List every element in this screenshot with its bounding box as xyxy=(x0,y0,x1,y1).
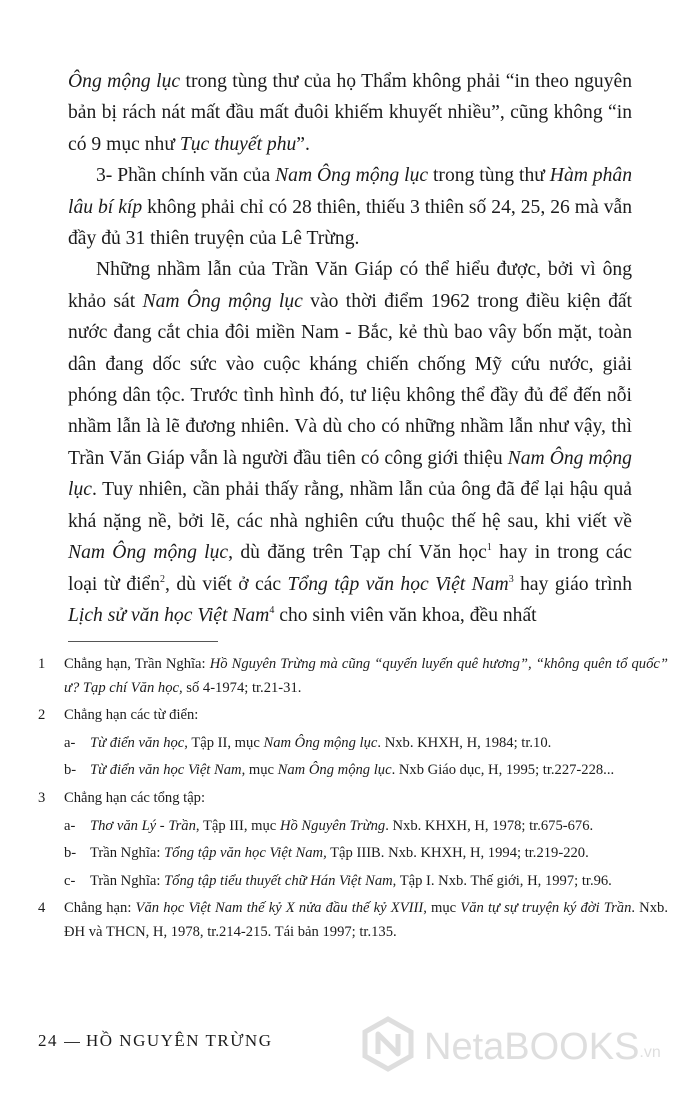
text-run: . Nxb. KHXH, H, 1978; tr.675-676. xyxy=(385,817,594,834)
paragraph-3 xyxy=(68,254,632,631)
text-run: Chẳng hạn các từ điển: xyxy=(64,707,199,724)
page-number: 24 xyxy=(38,1031,58,1050)
item-letter: b- xyxy=(64,762,77,779)
main-text xyxy=(68,66,632,631)
italic-title: Tổng tập văn học Việt Nam, xyxy=(164,845,327,862)
italic-title: Văn học Việt Nam thế kỷ X nửa đầu thế kỷ XVIII xyxy=(135,900,424,917)
watermark-brand: NetaBOOKS xyxy=(424,1026,640,1068)
text-run: , dù đăng trên Tạp chí Văn học xyxy=(228,542,487,564)
footnote-3 xyxy=(38,787,668,811)
footnote-ref[interactable]: 3 xyxy=(508,573,514,585)
text-run: , Tập II, mục xyxy=(184,734,264,751)
footnote-2b xyxy=(64,759,668,783)
footnote-4 xyxy=(38,897,668,944)
watermark-suffix: .vn xyxy=(639,1044,661,1061)
italic-title: Hồ Nguyên Trừng mà cũng “quyến luyến quê hương”, “không quên tổ quốc” ư? Tạp chí Văn học, xyxy=(64,656,668,696)
footnote-number: 4 xyxy=(38,900,46,917)
footnote-1 xyxy=(38,653,668,700)
text-run: Chẳng hạn các tổng tập: xyxy=(64,789,206,806)
text-run: Trần Nghĩa: xyxy=(90,872,165,889)
footnote-number: 3 xyxy=(38,789,46,806)
italic-title: Hàm phân lâu bí kíp xyxy=(68,165,632,218)
text-run: Chẳng hạn: xyxy=(64,900,136,917)
footnote-2 xyxy=(38,704,668,728)
watermark xyxy=(360,1016,690,1076)
text-run: . Nxb. KHXH, H, 1984; tr.10. xyxy=(377,734,552,751)
text-run: không phải chỉ có 28 thiên, thiếu 3 thiên số 24, 25, 26 mà vẫn đầy đủ 31 thiên truyện của Lê Trừng. xyxy=(68,196,632,250)
item-letter: a- xyxy=(64,734,76,751)
footer-dash xyxy=(64,1042,80,1043)
text-run: , Tập III, mục xyxy=(195,817,280,834)
text-run: Những nhầm lẫn của Trần Văn Giáp có thể hiểu được, bởi vì ông khảo sát xyxy=(68,259,632,312)
footnote-3a xyxy=(64,815,668,839)
text-run: ”. xyxy=(296,133,310,155)
text-run: hay giáo trình xyxy=(513,573,633,595)
paragraph-1 xyxy=(68,66,632,160)
text-run: , dù viết ở các xyxy=(165,573,288,595)
italic-title: Nam Ông mộng lục xyxy=(263,734,378,751)
text-run: trong tùng thư của họ Thẩm không phải “in theo nguyên bản bị rách nát mất đầu mất đuôi khiếm khuyết nhiều”, cũng không “in có 9 mục như xyxy=(68,71,632,155)
footnote-ref[interactable]: 2 xyxy=(160,573,166,585)
italic-title: Nam Ông mộng lục xyxy=(68,542,229,564)
italic-title: Nam Ông mộng lục xyxy=(68,447,632,501)
netabooks-logo-icon xyxy=(360,1016,416,1072)
italic-title: Nam Ông mộng lục xyxy=(142,290,303,312)
footnote-3c xyxy=(64,870,668,894)
text-run: Chẳng hạn, Trần Nghĩa: xyxy=(64,656,210,672)
item-letter: c- xyxy=(64,872,76,889)
footnote-ref[interactable]: 1 xyxy=(486,542,492,554)
paragraph-2 xyxy=(68,160,632,254)
text-run: hay in trong các loại từ điển xyxy=(68,542,632,595)
text-run: . Nxb. ĐH và THCN, H, 1978, tr.214-215. Tái bản 1997; tr.135. xyxy=(64,900,668,940)
running-title: HỒ NGUYÊN TRỪNG xyxy=(86,1031,273,1050)
footnote-3b xyxy=(64,842,668,866)
italic-title: Văn tự sự truyện ký đời Trần xyxy=(460,900,632,917)
text-run: Trần Nghĩa: xyxy=(90,845,165,862)
footnote-number: 1 xyxy=(38,656,46,672)
italic-title: Thơ văn Lý - Trần xyxy=(90,817,196,834)
text-run: , Tập I. Nxb. Thế giới, H, 1997; tr.96. xyxy=(392,872,612,889)
italic-title: Hồ Nguyên Trừng xyxy=(279,817,386,834)
footnotes xyxy=(38,653,668,949)
footnote-number: 2 xyxy=(38,707,46,724)
text-run: trong tùng thư xyxy=(428,165,550,187)
italic-title: Ông mộng lục xyxy=(68,71,181,92)
italic-title: Tổng tập văn học Việt Nam xyxy=(287,573,509,595)
watermark-text xyxy=(424,1026,661,1069)
italic-title: Nam Ông mộng lục xyxy=(277,762,392,779)
footnote-2a xyxy=(64,732,668,756)
italic-title: Từ điển văn học Việt Nam xyxy=(90,762,242,779)
text-run: , mục xyxy=(423,900,461,917)
text-run: 3- Phần chính văn của xyxy=(96,165,276,187)
text-run: số 4-1974; tr.21-31. xyxy=(182,679,302,696)
italic-title: Tục thuyết phu xyxy=(179,133,297,155)
italic-title: Tổng tập tiểu thuyết chữ Hán Việt Nam xyxy=(164,872,393,889)
text-run: vào thời điểm 1962 trong điều kiện đất nước đang cắt chia đôi miền Nam - Bắc, kẻ thù bao vây bốn mặt, toàn dân đang dốc sức vào cuộc kháng chiến chống Mỹ cứu nước, giải phóng dân tộc. Trước tình hình đó, tư liệu không thể đầy đủ để đến nỗi nhầm lẫn là lẽ đương nhiên. Và dù cho có những nhầm lẫn như vậy, thì Trần Văn Giáp vẫn là người đầu tiên có công giới thiệu xyxy=(68,290,633,469)
page-footer xyxy=(38,1031,272,1051)
item-letter: a- xyxy=(64,817,76,834)
italic-title: Từ điển văn học xyxy=(90,734,185,751)
text-run: , mục xyxy=(241,762,278,779)
text-run: cho sinh viên văn khoa, đều nhất xyxy=(274,604,537,626)
text-run: . Tuy nhiên, cần phải thấy rằng, nhầm lẫn của ông đã để lại hậu quả khá nặng nề, bởi lẽ, các nhà nghiên cứu thuộc thế hệ sau, khi viết về xyxy=(68,479,632,532)
text-run: Tập IIIB. Nxb. KHXH, H, 1994; tr.219-220. xyxy=(326,845,589,862)
footnote-divider xyxy=(68,641,218,642)
italic-title: Nam Ông mộng lục xyxy=(275,165,429,187)
text-run: . Nxb Giáo dục, H, 1995; tr.227-228... xyxy=(391,762,615,779)
italic-title: Lịch sử văn học Việt Nam xyxy=(68,604,270,626)
item-letter: b- xyxy=(64,845,77,862)
footnote-ref[interactable]: 4 xyxy=(269,604,275,616)
